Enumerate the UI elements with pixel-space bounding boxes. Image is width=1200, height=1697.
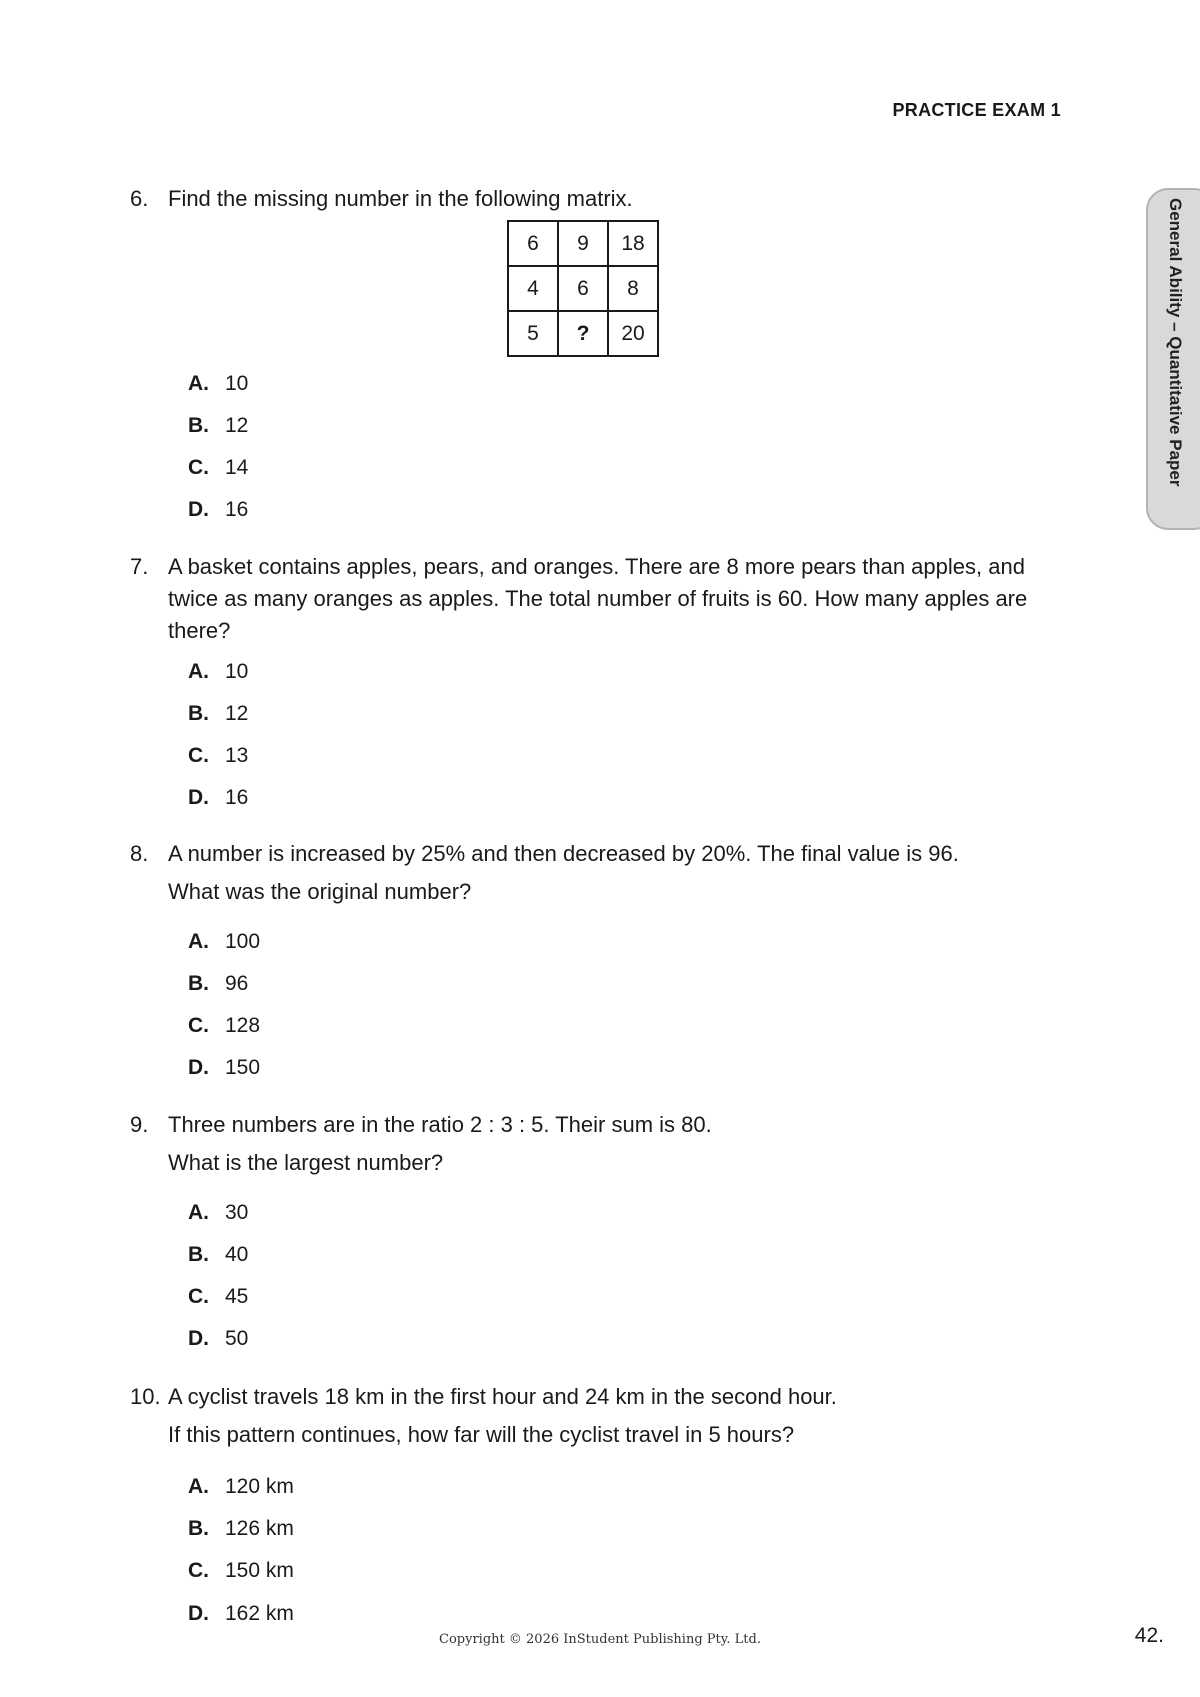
option-c[interactable] bbox=[188, 456, 248, 480]
question-number: 7. bbox=[130, 554, 149, 579]
option-letter: D. bbox=[188, 1327, 209, 1350]
option-text: 100 bbox=[225, 930, 261, 953]
question-text: A basket contains apples, pears, and oranges. There are 8 more pears than apples, and twice as many oranges as apples. The total number of fruits is 60. How many apples are there? bbox=[168, 554, 1028, 643]
matrix-cell: 6 bbox=[508, 221, 558, 266]
option-text: 128 bbox=[225, 1014, 261, 1037]
option-letter: A. bbox=[188, 372, 209, 395]
option-text: 14 bbox=[225, 456, 249, 479]
option-text: 126 km bbox=[225, 1517, 294, 1540]
option-letter: A. bbox=[188, 1475, 209, 1498]
option-a[interactable] bbox=[188, 1201, 248, 1225]
option-a[interactable] bbox=[188, 660, 248, 684]
option-text: 162 km bbox=[225, 1602, 294, 1625]
question-7 bbox=[130, 551, 1060, 647]
question-text-block bbox=[168, 1109, 1060, 1179]
option-letter: B. bbox=[188, 702, 209, 725]
option-letter: C. bbox=[188, 1285, 209, 1308]
option-text: 150 bbox=[225, 1056, 261, 1079]
option-text: 50 bbox=[225, 1327, 249, 1350]
matrix-cell-missing: ? bbox=[558, 311, 608, 356]
option-text: 10 bbox=[225, 660, 249, 683]
option-letter: D. bbox=[188, 498, 209, 521]
option-text: 12 bbox=[225, 702, 249, 725]
question-number: 10. bbox=[130, 1384, 161, 1409]
option-text: 120 km bbox=[225, 1475, 294, 1498]
option-letter: C. bbox=[188, 456, 209, 479]
question-text-second-line: What is the largest number? bbox=[168, 1150, 444, 1175]
option-letter: C. bbox=[188, 744, 209, 767]
matrix-row bbox=[508, 266, 658, 311]
option-text: 13 bbox=[225, 744, 249, 767]
question-8 bbox=[130, 838, 1060, 908]
question-text: Three numbers are in the ratio 2 : 3 : 5. Their sum is 80. bbox=[168, 1112, 712, 1137]
page-header-title: PRACTICE EXAM 1 bbox=[892, 100, 1061, 120]
option-b[interactable] bbox=[188, 1243, 248, 1267]
option-letter: D. bbox=[188, 1056, 209, 1079]
option-text: 45 bbox=[225, 1285, 249, 1308]
option-text: 30 bbox=[225, 1201, 249, 1224]
question-text: A cyclist travels 18 km in the first hour and 24 km in the second hour. bbox=[168, 1384, 837, 1409]
matrix-cell: 20 bbox=[608, 311, 658, 356]
option-text: 16 bbox=[225, 786, 249, 809]
question-number: 6. bbox=[130, 186, 149, 211]
matrix-cell: 4 bbox=[508, 266, 558, 311]
matrix-cell: 5 bbox=[508, 311, 558, 356]
matrix-row bbox=[508, 221, 658, 266]
option-c[interactable] bbox=[188, 744, 248, 768]
section-side-tab-label: General Ability – Quantitative Paper bbox=[1166, 198, 1185, 487]
option-letter: D. bbox=[188, 786, 209, 809]
option-letter: A. bbox=[188, 660, 209, 683]
option-b[interactable] bbox=[188, 972, 248, 996]
question-9 bbox=[130, 1109, 1060, 1179]
option-a[interactable] bbox=[188, 930, 260, 954]
option-text: 150 km bbox=[225, 1559, 294, 1582]
matrix-cell: 8 bbox=[608, 266, 658, 311]
option-a[interactable] bbox=[188, 1475, 294, 1499]
option-text: 12 bbox=[225, 414, 249, 437]
question-text-second-line: If this pattern continues, how far will the cyclist travel in 5 hours? bbox=[168, 1422, 795, 1447]
option-letter: A. bbox=[188, 930, 209, 953]
question-text-block bbox=[168, 838, 1060, 908]
question-text-block bbox=[168, 1381, 1060, 1451]
option-d[interactable] bbox=[188, 1602, 294, 1626]
question-10 bbox=[130, 1381, 1060, 1451]
option-b[interactable] bbox=[188, 414, 248, 438]
question-number: 8. bbox=[130, 841, 149, 866]
option-letter: C. bbox=[188, 1014, 209, 1037]
option-b[interactable] bbox=[188, 702, 248, 726]
option-letter: A. bbox=[188, 1201, 209, 1224]
option-c[interactable] bbox=[188, 1559, 294, 1583]
option-b[interactable] bbox=[188, 1517, 294, 1541]
matrix-cell: 6 bbox=[558, 266, 608, 311]
question-6 bbox=[130, 183, 1060, 215]
option-d[interactable] bbox=[188, 498, 248, 522]
option-text: 16 bbox=[225, 498, 249, 521]
option-a[interactable] bbox=[188, 372, 248, 396]
question-text: Find the missing number in the following matrix. bbox=[168, 186, 633, 211]
option-text: 40 bbox=[225, 1243, 249, 1266]
matrix-cell: 18 bbox=[608, 221, 658, 266]
option-text: 10 bbox=[225, 372, 249, 395]
matrix-cell: 9 bbox=[558, 221, 608, 266]
option-d[interactable] bbox=[188, 786, 248, 810]
page-number: 42. bbox=[1134, 1624, 1164, 1647]
copyright-footer: Copyright © 2026 InStudent Publishing Pty. Ltd. bbox=[439, 1632, 761, 1647]
question-number: 9. bbox=[130, 1112, 149, 1137]
question-text-second-line: What was the original number? bbox=[168, 879, 472, 904]
option-text: 96 bbox=[225, 972, 249, 995]
option-letter: B. bbox=[188, 414, 209, 437]
option-letter: B. bbox=[188, 1243, 209, 1266]
option-d[interactable] bbox=[188, 1056, 260, 1080]
number-matrix bbox=[507, 220, 659, 357]
option-c[interactable] bbox=[188, 1285, 248, 1309]
option-letter: D. bbox=[188, 1602, 209, 1625]
question-text: A number is increased by 25% and then decreased by 20%. The final value is 96. bbox=[168, 841, 959, 866]
option-letter: B. bbox=[188, 972, 209, 995]
matrix-row bbox=[508, 311, 658, 356]
option-letter: B. bbox=[188, 1517, 209, 1540]
option-letter: C. bbox=[188, 1559, 209, 1582]
option-d[interactable] bbox=[188, 1327, 248, 1351]
option-c[interactable] bbox=[188, 1014, 260, 1038]
